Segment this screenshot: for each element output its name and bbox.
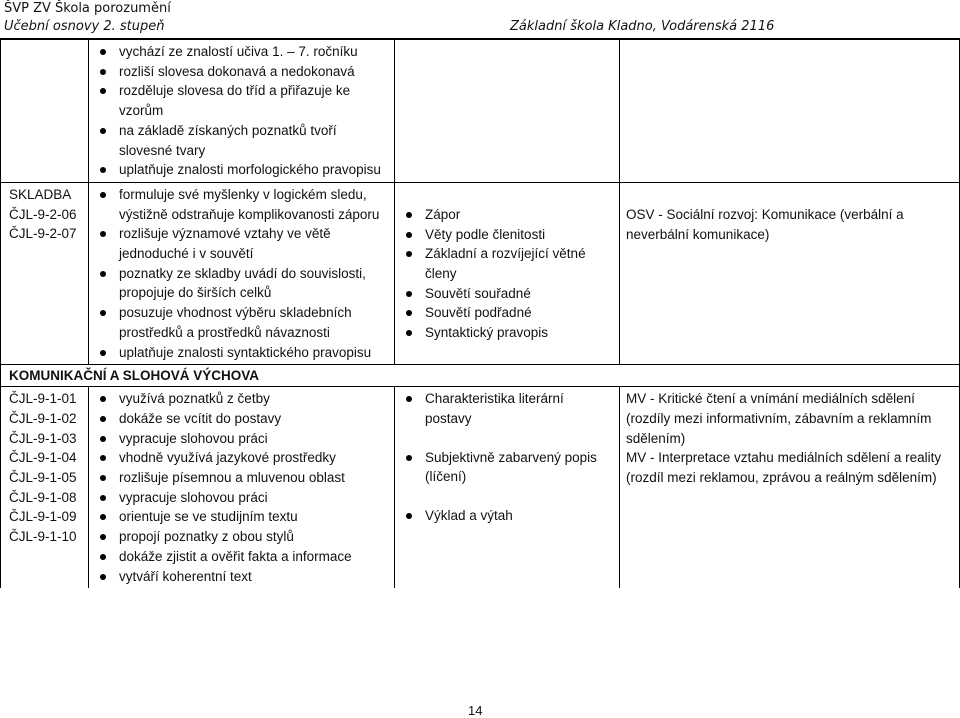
spacer bbox=[401, 429, 613, 448]
cross-curricular-theme: OSV - Sociální rozvoj: Komunikace (verbální a neverbální komunikace) bbox=[626, 206, 904, 242]
codes-cell bbox=[1, 183, 89, 364]
spacer bbox=[401, 487, 613, 506]
themes-cell bbox=[620, 40, 959, 182]
codes-cell bbox=[1, 40, 89, 182]
topic-item: Výklad a výtah bbox=[401, 506, 613, 526]
output-code: ČJL-9-2-07 bbox=[9, 226, 77, 242]
output-item: na základě získaných poznatků tvoří slovesné tvary bbox=[95, 121, 388, 160]
output-item: vypracuje slohovou práci bbox=[95, 488, 388, 508]
curriculum-table bbox=[0, 40, 960, 588]
outputs-cell bbox=[89, 183, 395, 364]
output-item: uplatňuje znalosti morfologického pravopisu bbox=[95, 160, 388, 180]
output-code: ČJL-9-1-09 bbox=[9, 509, 77, 525]
output-code: ČJL-9-1-04 bbox=[9, 450, 77, 466]
themes-cell bbox=[620, 183, 959, 364]
page-number: 14 bbox=[468, 703, 483, 718]
output-item: formuluje své myšlenky v logickém sledu, výstižně odstraňuje komplikovanosti záporu bbox=[95, 185, 388, 224]
topic-item: Syntaktický pravopis bbox=[401, 323, 613, 343]
output-code: ČJL-9-1-03 bbox=[9, 430, 77, 446]
output-code: ČJL-9-1-01 bbox=[9, 391, 77, 407]
output-item: rozděluje slovesa do tříd a přiřazuje ke vzorům bbox=[95, 81, 388, 120]
topic-item: Subjektivně zabarvený popis (líčení) bbox=[401, 448, 613, 487]
topic-item: Věty podle členitosti bbox=[401, 225, 613, 245]
output-item: rozlišuje písemnou a mluvenou oblast bbox=[95, 468, 388, 488]
topic-item: Zápor bbox=[401, 205, 613, 225]
output-item: využívá poznatků z četby bbox=[95, 389, 388, 409]
themes-cell bbox=[620, 387, 959, 588]
table-row-continued bbox=[1, 40, 959, 183]
section-title: KOMUNIKAČNÍ A SLOHOVÁ VÝCHOVA bbox=[1, 365, 959, 387]
topic-item: Souvětí souřadné bbox=[401, 284, 613, 304]
output-code: ČJL-9-1-08 bbox=[9, 489, 77, 505]
outputs-cell bbox=[89, 40, 395, 182]
output-item: orientuje se ve studijním textu bbox=[95, 507, 388, 527]
table-row-komunikacni bbox=[1, 387, 959, 588]
topic-item: Charakteristika literární postavy bbox=[401, 389, 613, 428]
curriculum-level: Učební osnovy 2. stupeň bbox=[4, 19, 165, 34]
outputs-cell bbox=[89, 387, 395, 588]
output-item: poznatky ze skladby uvádí do souvislosti, propojuje do širších celků bbox=[95, 264, 388, 303]
output-code: ČJL-9-1-10 bbox=[9, 529, 77, 545]
topics-cell bbox=[395, 40, 620, 182]
topic-item: Souvětí podřadné bbox=[401, 303, 613, 323]
output-item: dokáže zjistit a ověřit fakta a informace bbox=[95, 547, 388, 567]
section-subtitle: SKLADBA bbox=[9, 186, 72, 202]
school-program-title: ŠVP ZV Škola porozumění bbox=[4, 1, 171, 16]
school-name: Základní škola Kladno, Vodárenská 2116 bbox=[510, 19, 775, 34]
output-item: uplatňuje znalosti syntaktického pravopisu bbox=[95, 343, 388, 363]
output-code: ČJL-9-2-06 bbox=[9, 206, 77, 222]
output-item: vypracuje slohovou práci bbox=[95, 429, 388, 449]
table-row-skladba bbox=[1, 183, 959, 365]
output-item: propojí poznatky z obou stylů bbox=[95, 527, 388, 547]
topics-cell bbox=[395, 387, 620, 588]
output-item: vhodně využívá jazykové prostředky bbox=[95, 448, 388, 468]
output-item: rozliší slovesa dokonavá a nedokonavá bbox=[95, 62, 388, 82]
output-code: ČJL-9-1-05 bbox=[9, 470, 77, 486]
output-item: dokáže se vcítit do postavy bbox=[95, 409, 388, 429]
topics-cell bbox=[395, 183, 620, 364]
output-item: posuzuje vhodnost výběru skladebních prostředků a prostředků návaznosti bbox=[95, 303, 388, 342]
codes-cell bbox=[1, 387, 89, 588]
cross-curricular-theme: MV - Interpretace vztahu mediálních sdělení a reality (rozdíl mezi reklamou, zprávou a reálným sdělením) bbox=[626, 450, 942, 486]
output-item: vytváří koherentní text bbox=[95, 567, 388, 587]
output-code: ČJL-9-1-02 bbox=[9, 410, 77, 426]
topic-item: Základní a rozvíjející větné členy bbox=[401, 244, 613, 283]
cross-curricular-theme: MV - Kritické čtení a vnímání mediálních sdělení (rozdíly mezi informativním, zábavním a reklamním sdělením) bbox=[626, 391, 932, 446]
output-item: vychází ze znalostí učiva 1. – 7. ročníku bbox=[95, 42, 388, 62]
output-item: rozlišuje významové vztahy ve větě jednoduché i v souvětí bbox=[95, 224, 388, 263]
